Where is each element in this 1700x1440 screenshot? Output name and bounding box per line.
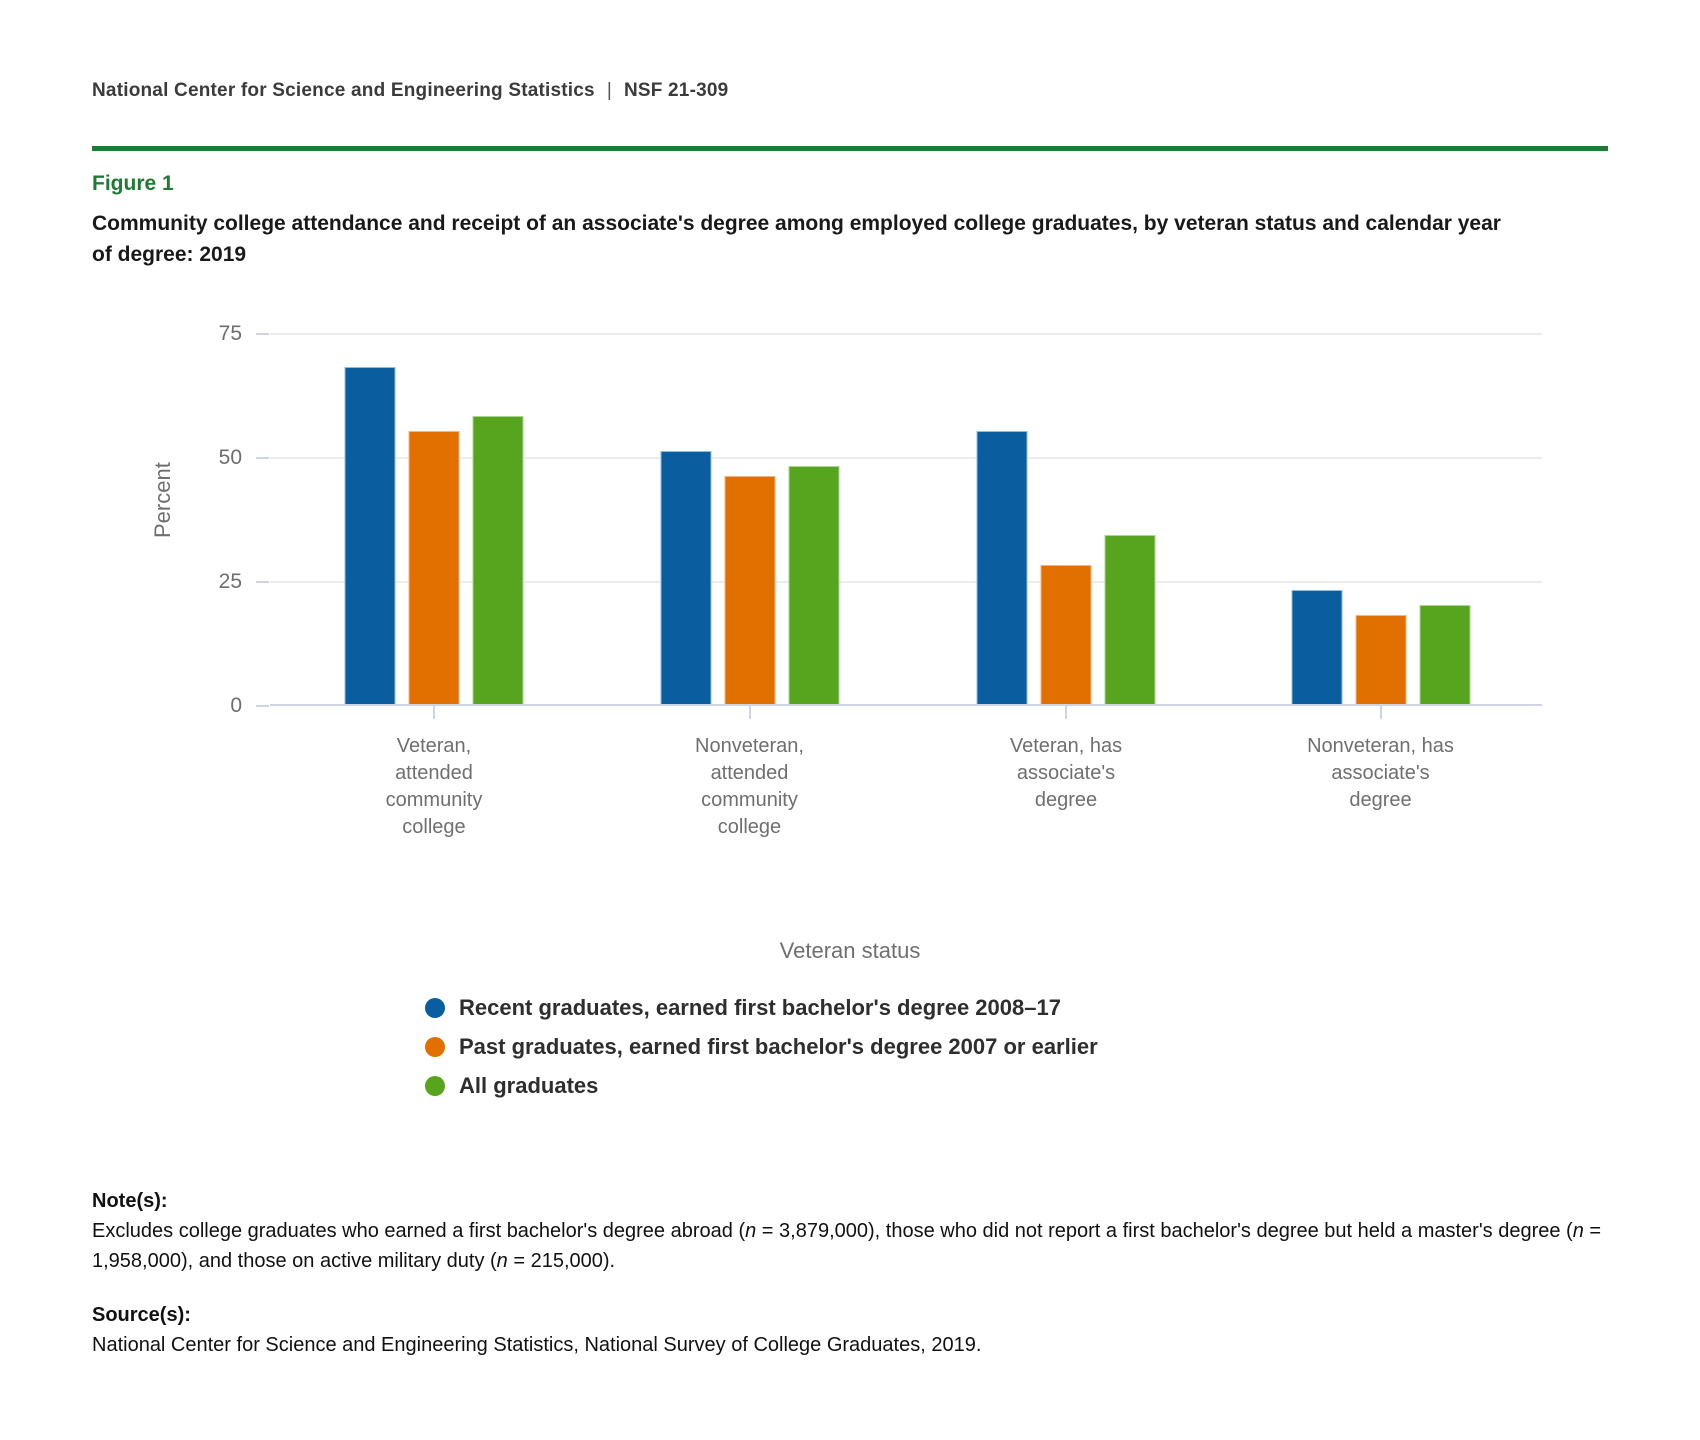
- bar: [1419, 605, 1470, 704]
- y-tick-label-25: 25: [218, 570, 242, 593]
- masthead-report-number: NSF 21-309: [623, 80, 729, 101]
- masthead-separator: |: [606, 80, 612, 101]
- notes-section: [92, 1186, 1614, 1276]
- source-section: [92, 1300, 1614, 1360]
- category-label: Veteran, has associate's degree: [1009, 735, 1123, 811]
- category-tick: [433, 706, 435, 719]
- y-tick-label-50: 50: [218, 446, 242, 469]
- bar: [409, 431, 460, 704]
- bar: [660, 451, 711, 704]
- y-tick-mark-0: [256, 705, 269, 707]
- bar-group: [660, 451, 839, 704]
- note-text-segment: = 3,879,000), those who did not report a first bachelor's degree but held a master's degree (: [756, 1220, 1573, 1242]
- bar-group: [345, 367, 524, 704]
- legend-item: [425, 993, 1098, 1023]
- y-tick-mark-75: [256, 333, 269, 335]
- y-tick-mark-25: [256, 581, 269, 583]
- note-text-segment: = 215,000).: [507, 1250, 616, 1272]
- y-tick-label-0: 0: [230, 694, 242, 717]
- legend-item-label: All graduates: [459, 1073, 599, 1098]
- masthead-org: National Center for Science and Engineering Statistics: [92, 80, 595, 101]
- bar: [345, 367, 396, 704]
- legend-item: [425, 1071, 1098, 1101]
- gridline-75: [270, 333, 1542, 335]
- figure-title: Community college attendance and receipt of an associate's degree among employed college graduates, by veteran status and calendar year of degree: 2019: [92, 212, 1501, 266]
- plot-area: [270, 300, 1542, 706]
- legend: [425, 993, 1098, 1101]
- category-label: Nonveteran, attended community college: [695, 735, 804, 838]
- bar-group: [1291, 590, 1470, 704]
- note-text-segment: = 1,958,000), and those on active military duty (: [92, 1220, 1602, 1272]
- source-heading: Source(s):: [92, 1304, 191, 1326]
- legend-item-label: Past graduates, earned first bachelor's degree 2007 or earlier: [459, 1034, 1098, 1059]
- legend-swatch-icon: [425, 1037, 445, 1057]
- x-axis-line: [270, 704, 1542, 706]
- bar: [1105, 535, 1156, 704]
- note-text-segment: Excludes college graduates who earned a first bachelor's degree abroad (: [92, 1220, 746, 1242]
- y-tick-label-75: 75: [218, 322, 242, 345]
- legend-item-label: Recent graduates, earned first bachelor's degree 2008–17: [459, 995, 1061, 1020]
- category-tick: [749, 706, 751, 719]
- category-tick: [1380, 706, 1382, 719]
- bar: [1041, 565, 1092, 704]
- note-italic-n: n: [745, 1220, 757, 1242]
- masthead: [92, 80, 728, 102]
- figure-label: Figure 1: [92, 172, 174, 195]
- notes-text: [92, 1216, 1614, 1276]
- category-label: Veteran, attended community college: [385, 735, 483, 838]
- category-label: Nonveteran, has associate's degree: [1307, 735, 1454, 811]
- bar: [1291, 590, 1342, 704]
- bar-chart: [92, 300, 1608, 1110]
- header-divider: [92, 146, 1608, 151]
- bar: [1355, 615, 1406, 704]
- bar: [977, 431, 1028, 704]
- note-italic-n: n: [1572, 1220, 1584, 1242]
- y-axis-title: Percent: [150, 462, 175, 538]
- x-axis-title: Veteran status: [779, 938, 921, 963]
- bar: [473, 416, 524, 704]
- source-text: National Center for Science and Engineering Statistics, National Survey of College Graduates, 2019.: [92, 1334, 982, 1356]
- y-tick-mark-50: [256, 457, 269, 459]
- category-tick: [1065, 706, 1067, 719]
- bar: [724, 476, 775, 704]
- bar: [788, 466, 839, 704]
- note-italic-n: n: [496, 1250, 508, 1272]
- notes-heading: Note(s):: [92, 1190, 168, 1212]
- bar-group: [977, 431, 1156, 704]
- legend-swatch-icon: [425, 998, 445, 1018]
- legend-item: [425, 1032, 1098, 1062]
- legend-swatch-icon: [425, 1076, 445, 1096]
